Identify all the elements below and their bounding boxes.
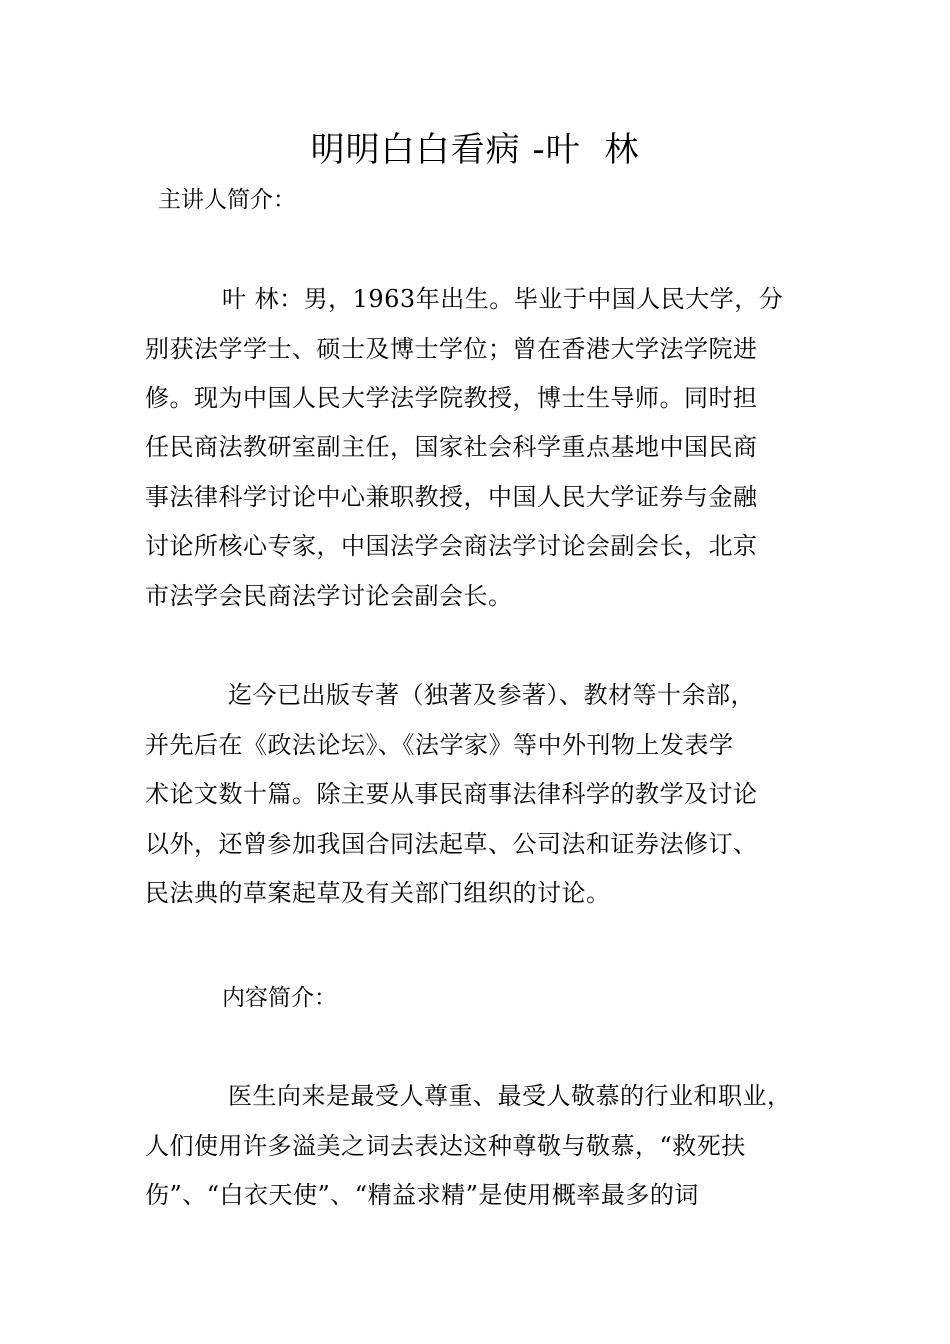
bio-line: 任民商法教研室副主任，国家社会科学重点基地中国民商 [145, 433, 758, 461]
bio-line: 修。现为中国人民大学法学院教授，博士生导师。同时担 [145, 384, 758, 412]
bio-line: 叶 林：男，1963年出生。毕业于中国人民大学，分 [222, 285, 784, 313]
content-heading: 内容简介： [222, 985, 337, 1011]
content-line: 人们使用许多溢美之词去表达这种尊敬与敬慕，“救死扶 [145, 1132, 746, 1160]
document-title: 明明白白看病 -叶 林 [310, 130, 640, 170]
works-line: 民法典的草案起草及有关部门组织的讨论。 [145, 879, 611, 907]
bio-line: 市法学会民商法学讨论会副会长。 [145, 582, 513, 610]
bio-line: 事法律科学讨论中心兼职教授，中国人民大学证券与金融 [145, 483, 758, 511]
bio-line: 别获法学学士、硕士及博士学位；曾在香港大学法学院进 [145, 335, 758, 363]
works-line: 迄今已出版专著（独著及参著）、教材等十余部， [228, 681, 755, 709]
content-line: 医生向来是最受人尊重、最受人敬慕的行业和职业， [228, 1082, 792, 1110]
works-line: 术论文数十篇。除主要从事民商事法律科学的教学及讨论 [145, 780, 758, 808]
bio-line: 讨论所核心专家，中国法学会商法学讨论会副会长，北京 [145, 532, 758, 560]
works-line: 以外，还曾参加我国合同法起草、公司法和证券法修订、 [145, 830, 758, 858]
speaker-heading: 主讲人简介： [158, 187, 296, 213]
content-line: 伤”、“白衣天使”、“精益求精”是使用概率最多的词 [145, 1181, 699, 1209]
works-line: 并先后在《政法论坛》、《法学家》等中外刊物上发表学 [145, 731, 734, 759]
